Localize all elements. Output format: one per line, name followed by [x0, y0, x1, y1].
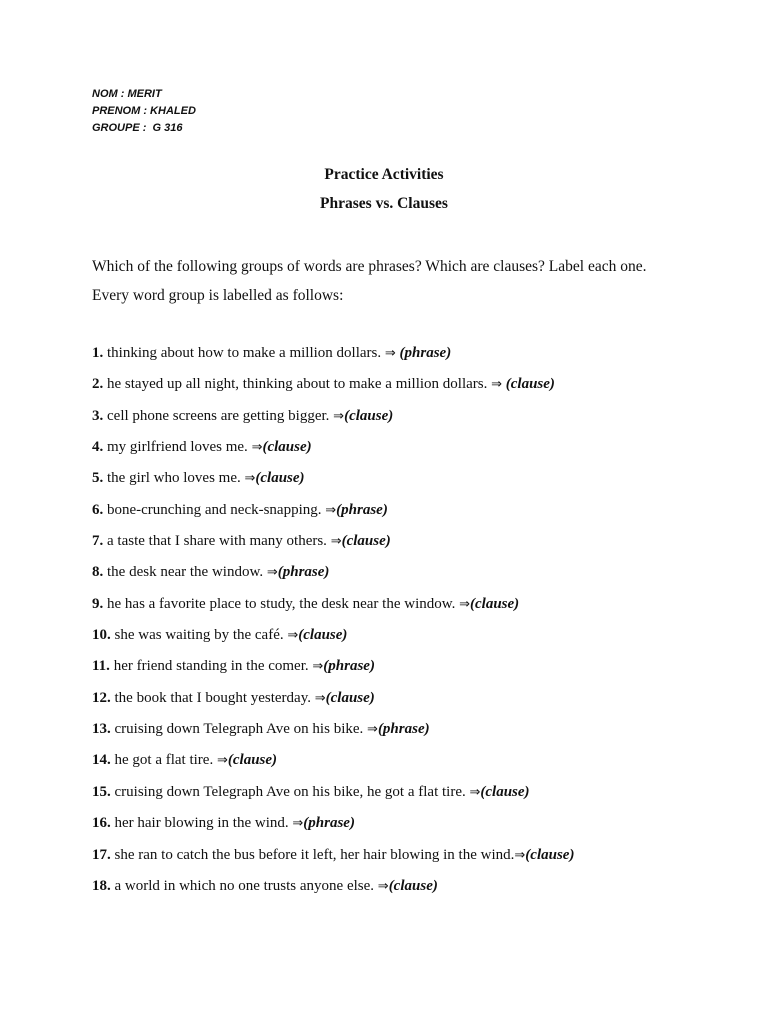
item-text: the desk near the window.: [103, 564, 267, 581]
item-label: (clause): [344, 407, 394, 424]
exercise-item: [92, 809, 732, 840]
arrow-icon: ⇒: [367, 722, 378, 738]
exercise-item: [92, 464, 732, 495]
item-text: bone-crunching and neck-snapping.: [103, 501, 326, 518]
item-label: (phrase): [277, 564, 330, 581]
arrow-icon: ⇒: [244, 471, 256, 487]
item-text: her friend standing in the comer.: [109, 658, 313, 675]
item-text: thinking about how to make a million dollars.: [103, 345, 385, 361]
item-label: (clause): [262, 439, 312, 456]
item-text: cruising down Telegraph Ave on his bike, he got a flat tire.: [110, 783, 470, 800]
item-number: 7.: [92, 533, 104, 550]
item-label: (phrase): [303, 815, 355, 832]
item-text: she ran to catch the bus before it left, her hair blowing in the wind.: [110, 846, 515, 863]
item-label: (clause): [480, 783, 530, 800]
exercise-item: [92, 684, 732, 715]
item-label: (clause): [298, 627, 348, 644]
item-number: 15.: [92, 783, 111, 800]
item-number: 13.: [92, 721, 111, 738]
item-number: 3.: [92, 407, 104, 424]
exercise-item: [92, 339, 732, 370]
item-text: she was waiting by the café.: [110, 627, 288, 644]
item-text: he got a flat tire.: [110, 752, 217, 769]
exercise-item: [92, 590, 732, 621]
item-number: 16.: [92, 815, 111, 832]
item-number: 18.: [92, 877, 111, 894]
item-text: cell phone screens are getting bigger.: [103, 407, 334, 424]
item-text: the girl who loves me.: [103, 470, 245, 487]
document-subtitle: Phrases vs. Clauses: [320, 195, 448, 212]
item-text: my girlfriend loves me.: [103, 439, 252, 456]
item-label: (clause): [227, 752, 278, 769]
item-number: 5.: [92, 470, 104, 487]
student-group: GROUPE : G 316: [92, 122, 183, 134]
exercise-item: [92, 841, 732, 872]
arrow-icon: ⇒: [325, 502, 337, 518]
item-number: 6.: [92, 501, 104, 518]
arrow-icon: ⇒: [216, 753, 228, 769]
student-last-name: NOM : MERIT: [92, 88, 162, 100]
exercise-item: [92, 496, 732, 527]
item-label: (phrase): [377, 721, 430, 738]
exercise-item: [92, 558, 732, 589]
document-titles: [0, 164, 768, 222]
item-text: cruising down Telegraph Ave on his bike.: [110, 721, 368, 738]
instructions-note: Every word group is labelled as follows:: [92, 287, 344, 304]
exercise-list: [92, 339, 732, 903]
item-label: (clause): [388, 877, 438, 894]
arrow-icon: ⇒: [491, 377, 503, 393]
item-number: 12.: [92, 689, 111, 706]
item-text: the book that I bought yesterday.: [110, 689, 315, 706]
document-title: Practice Activities: [324, 166, 444, 183]
item-label: (clause): [525, 846, 575, 863]
item-label: (clause): [325, 689, 375, 706]
item-number: 17.: [92, 846, 111, 863]
arrow-icon: ⇒: [266, 565, 278, 581]
exercise-item: [92, 402, 732, 433]
exercise-item: [92, 652, 732, 683]
arrow-icon: ⇒: [384, 346, 396, 361]
arrow-icon: ⇒: [377, 878, 389, 894]
item-label: (clause): [470, 595, 520, 612]
arrow-icon: ⇒: [514, 847, 526, 863]
student-first-name: PRENOM : KHALED: [92, 105, 196, 117]
arrow-icon: ⇒: [287, 628, 299, 644]
arrow-icon: ⇒: [333, 408, 345, 424]
item-text: he has a favorite place to study, the desk near the window.: [103, 595, 460, 612]
item-label: (clause): [255, 470, 305, 487]
exercise-item: [92, 621, 732, 652]
item-number: 11.: [92, 658, 110, 675]
arrow-icon: ⇒: [469, 784, 481, 800]
item-text: a world in which no one trusts anyone else.: [110, 877, 378, 894]
instructions: [92, 252, 692, 310]
item-number: 14.: [92, 752, 111, 769]
item-label: (clause): [502, 376, 555, 393]
arrow-icon: ⇒: [459, 596, 471, 612]
arrow-icon: ⇒: [330, 534, 342, 550]
arrow-icon: ⇒: [292, 816, 304, 832]
exercise-item: [92, 527, 732, 558]
item-text: a taste that I share with many others.: [103, 533, 331, 550]
exercise-item: [92, 715, 732, 746]
item-number: 4.: [92, 439, 104, 456]
exercise-item: [92, 433, 732, 464]
student-info: [92, 86, 196, 137]
exercise-item: [92, 872, 732, 903]
item-number: 9.: [92, 595, 104, 612]
item-label: (phrase): [336, 501, 388, 518]
item-number: 10.: [92, 627, 111, 644]
item-label: (phrase): [323, 658, 375, 675]
item-text: he stayed up all night, thinking about to make a million dollars.: [103, 376, 492, 393]
item-label: (phrase): [395, 345, 452, 361]
item-number: 1.: [92, 345, 104, 361]
exercise-item: [92, 746, 732, 777]
arrow-icon: ⇒: [312, 659, 324, 675]
exercise-item: [92, 778, 732, 809]
arrow-icon: ⇒: [314, 690, 326, 706]
instructions-question: Which of the following groups of words are phrases? Which are clauses? Label each one.: [92, 258, 647, 275]
item-label: (clause): [341, 533, 391, 550]
item-number: 2.: [92, 376, 104, 393]
arrow-icon: ⇒: [251, 440, 263, 456]
exercise-item: [92, 370, 732, 401]
item-number: 8.: [92, 564, 104, 581]
item-text: her hair blowing in the wind.: [110, 815, 293, 832]
